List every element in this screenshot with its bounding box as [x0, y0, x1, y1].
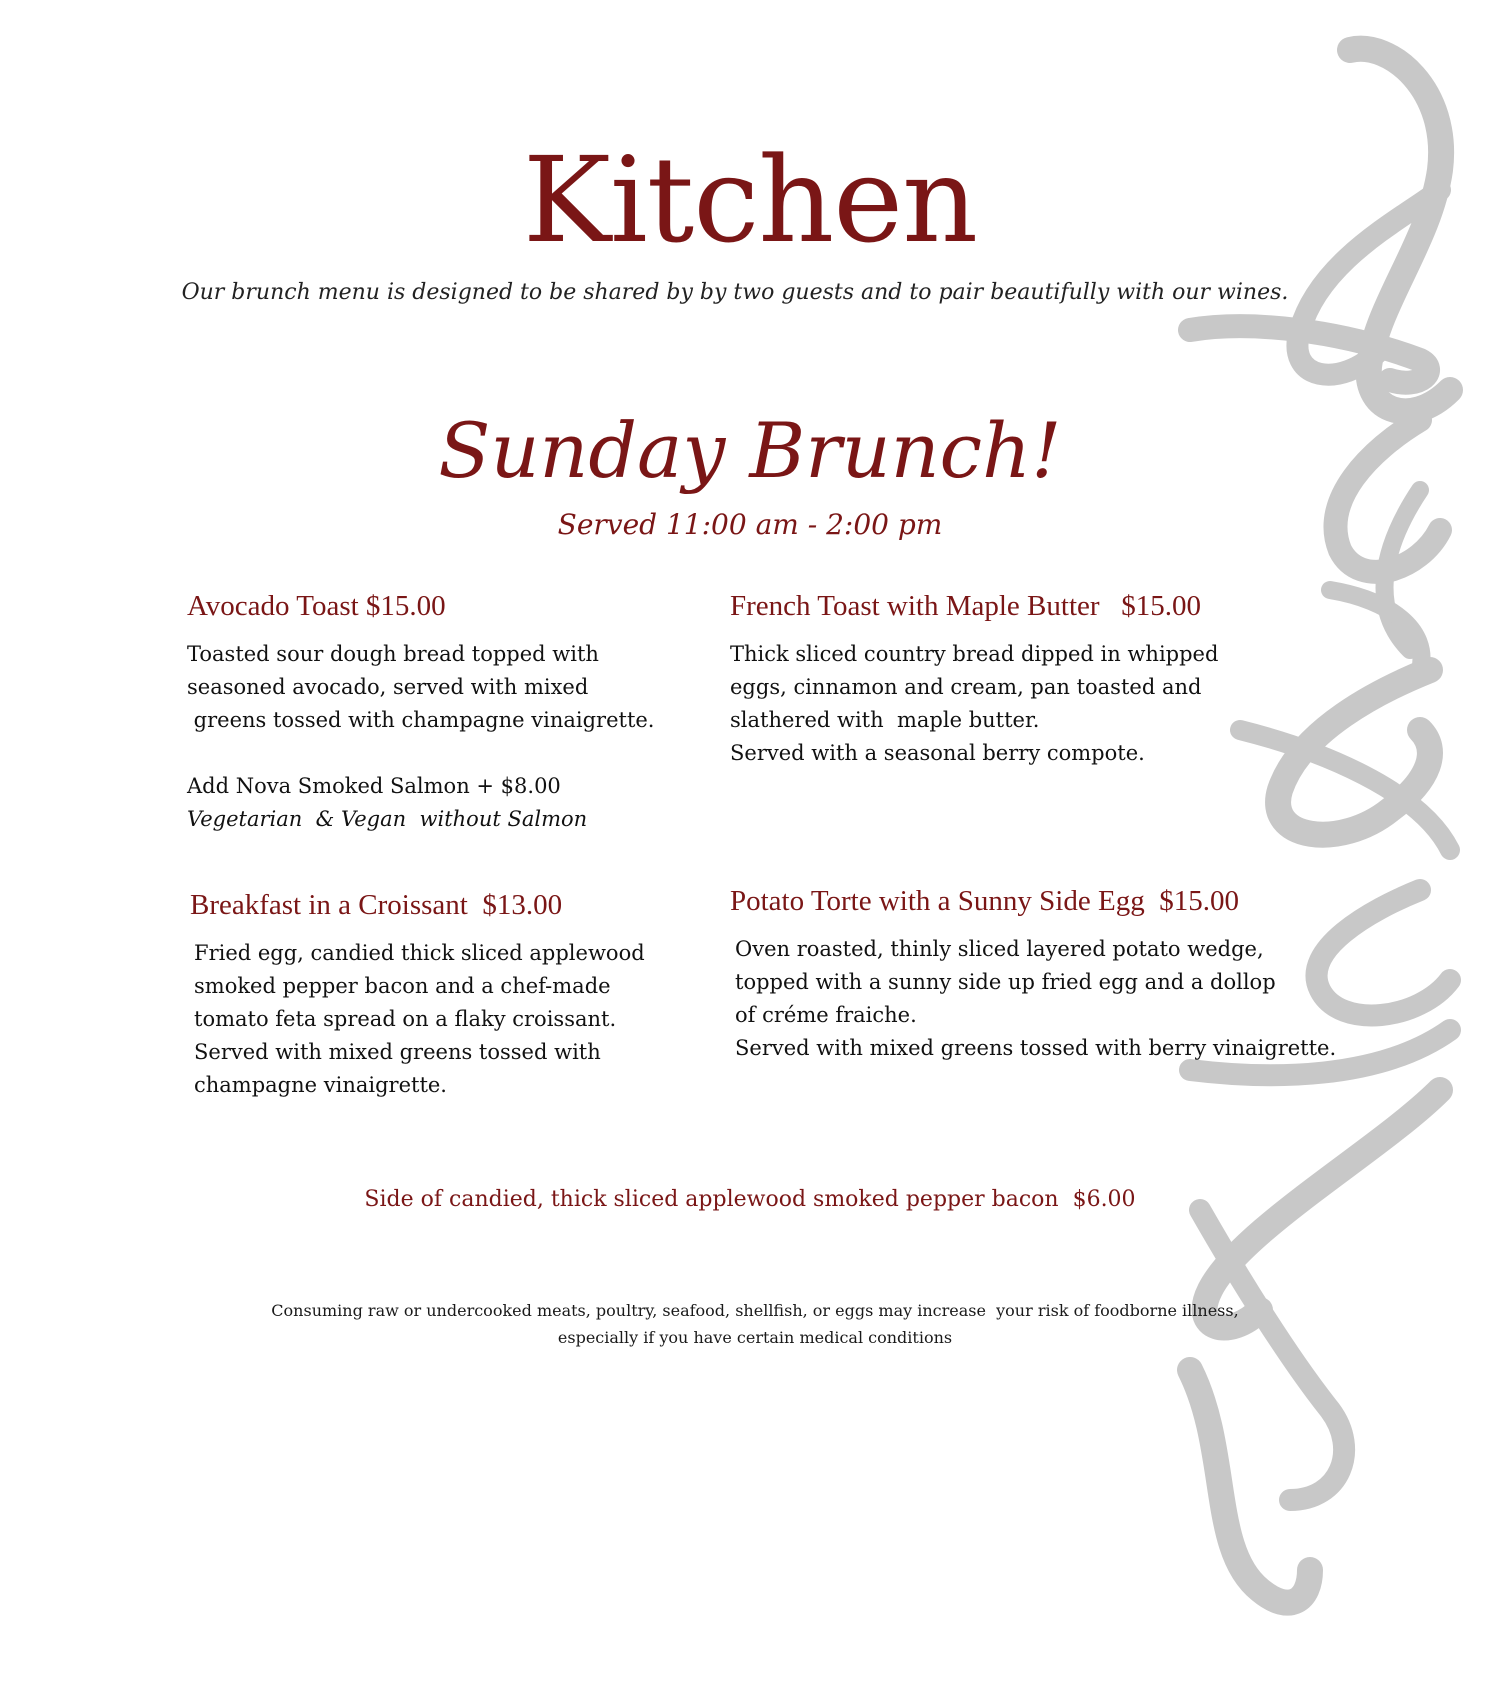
description-line: tomato feta spread on a flaky croissant.	[194, 1007, 617, 1031]
menu-item-french-toast	[730, 588, 1330, 770]
menu-item-potato-torte	[730, 883, 1390, 1065]
description-line: topped with a sunny side up fried egg and a dollop	[735, 970, 1276, 994]
food-safety-disclaimer	[0, 1297, 1500, 1351]
menu-item-addons	[187, 770, 707, 836]
menu-item-description	[735, 933, 1390, 1065]
menu-item-description	[187, 638, 707, 737]
description-line: Thick sliced country bread dipped in whipped	[730, 642, 1219, 666]
description-line: slathered with maple butter.	[730, 708, 1040, 732]
dietary-note: Vegetarian & Vegan without Salmon	[187, 807, 588, 831]
menu-item-name: Breakfast in a Croissant $13.00	[190, 889, 563, 921]
description-line: Served with mixed greens tossed with	[194, 1040, 601, 1064]
section-title: Sunday Brunch!	[438, 406, 1062, 495]
page-title: Kitchen	[522, 131, 978, 269]
addon-salmon: Add Nova Smoked Salmon + $8.00	[187, 774, 561, 798]
description-line: Fried egg, candied thick sliced applewood	[194, 941, 645, 965]
description-line: of créme fraiche.	[735, 1003, 917, 1027]
menu-intro: Our brunch menu is designed to be shared by by two guests and to pair beautifully with our wines.	[181, 280, 1289, 305]
service-hours: Served 11:00 am - 2:00 pm	[557, 508, 943, 541]
menu-item-breakfast-croissant	[190, 887, 710, 1102]
description-line: champagne vinaigrette.	[194, 1073, 447, 1097]
script-logo-watermark-icon	[1120, 30, 1500, 1670]
description-line: greens tossed with champagne vinaigrette.	[187, 708, 655, 732]
menu-item-name: Potato Torte with a Sunny Side Egg $15.00	[730, 885, 1239, 917]
disclaimer-line: Consuming raw or undercooked meats, poultry, seafood, shellfish, or eggs may increase your risk of foodborne illness,	[271, 1301, 1239, 1320]
description-line: eggs, cinnamon and cream, pan toasted and	[730, 675, 1202, 699]
description-line: seasoned avocado, served with mixed	[187, 675, 589, 699]
menu-item-description	[730, 638, 1330, 770]
description-line: Oven roasted, thinly sliced layered potato wedge,	[735, 937, 1264, 961]
menu-item-name: Avocado Toast $15.00	[187, 590, 446, 622]
side-bacon: Side of candied, thick sliced applewood smoked pepper bacon $6.00	[364, 1187, 1136, 1212]
description-line: Toasted sour dough bread topped with	[187, 642, 599, 666]
menu-item-avocado-toast	[187, 588, 707, 836]
description-line: smoked pepper bacon and a chef-made	[194, 974, 611, 998]
description-line: Served with a seasonal berry compote.	[730, 741, 1145, 765]
disclaimer-line: especially if you have certain medical conditions	[557, 1328, 953, 1347]
menu-item-description	[194, 937, 710, 1102]
description-line: Served with mixed greens tossed with berry vinaigrette.	[735, 1036, 1337, 1060]
menu-item-name: French Toast with Maple Butter $15.00	[730, 590, 1202, 622]
